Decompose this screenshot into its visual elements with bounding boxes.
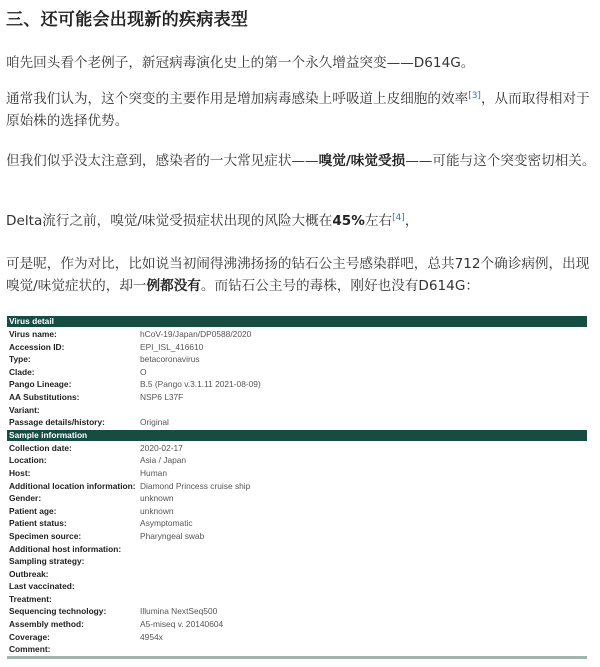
field-label: Comment:	[9, 644, 51, 655]
table-row	[7, 480, 587, 493]
field-value: unknown	[140, 493, 174, 504]
table-row	[7, 492, 587, 505]
field-label: Patient age:	[9, 505, 57, 516]
virus-detail-header: Virus detail	[7, 316, 587, 327]
field-value: hCoV-19/Japan/DP0588/2020	[140, 329, 252, 339]
text: 通常我们认为，这个突变的主要作用是增加病毒感染上呼吸道上皮细胞的效率	[6, 91, 469, 107]
field-value: 2020-02-17	[140, 442, 183, 453]
text: ——可能与这个突变密切相关。	[405, 153, 596, 169]
field-label: AA Substitutions:	[9, 391, 80, 402]
table-row	[7, 404, 587, 417]
field-value: NSP6 L37F	[140, 391, 184, 402]
paragraph-smell-taste	[6, 150, 596, 172]
field-label: Collection date:	[9, 442, 72, 453]
field-label: Additional host information:	[9, 543, 122, 554]
text: Delta流行之前，嗅觉/味觉受损症状出现的风险大概在	[6, 213, 333, 229]
field-label: Additional location information:	[9, 480, 136, 491]
text: 可是呢，作为对比，比如说当初闹得沸沸扬扬的钻石公主号感染群吧，总共712个确诊病例，出现嗅觉/味觉症状的，却一	[6, 256, 590, 294]
field-value: Original	[140, 417, 169, 428]
field-label: Sequencing technology:	[9, 606, 107, 617]
table-row	[7, 378, 587, 391]
field-label: Accession ID:	[9, 341, 65, 352]
field-label: Patient status:	[9, 518, 67, 529]
table-row	[7, 442, 587, 455]
field-label: Outbreak:	[9, 568, 49, 579]
field-label: Variant:	[9, 404, 40, 415]
text: 但我们似乎没太注意到，感染者的一大常见症状——	[6, 153, 319, 169]
sample-information-header: Sample information	[7, 430, 587, 441]
field-label: Coverage:	[9, 631, 50, 642]
virus-record-table	[7, 315, 587, 659]
field-value: Asymptomatic	[140, 518, 193, 529]
text: 。而钻石公主号的毒株，刚好也没有D614G：	[200, 278, 479, 294]
field-value: Human	[140, 467, 167, 478]
table-row	[7, 517, 587, 530]
table-row	[7, 543, 587, 556]
table-row	[7, 341, 587, 354]
text: 左右	[364, 213, 393, 229]
field-value: Pharyngeal swab	[140, 530, 205, 541]
table-row	[7, 530, 587, 543]
table-row	[7, 568, 587, 581]
section-heading: 三、还可能会出现新的疾病表型	[6, 10, 249, 30]
field-label: Passage details/history:	[9, 417, 105, 428]
text: ，从而取得相对于原始株的选择优势。	[6, 91, 590, 129]
field-label: Pango Lineage:	[9, 379, 72, 390]
paragraph-d614g-intro	[6, 52, 596, 74]
table-row	[7, 580, 587, 593]
table-row	[7, 605, 587, 618]
table-row	[7, 366, 587, 379]
field-label: Specimen source:	[9, 530, 82, 541]
field-value: Asia / Japan	[140, 455, 187, 466]
reference-link[interactable]: [4]	[392, 213, 405, 223]
table-row	[7, 505, 587, 518]
field-label: Assembly method:	[9, 619, 84, 630]
field-value: EPI_ISL_416610	[140, 341, 204, 352]
field-label: Type:	[9, 354, 31, 365]
field-value: Illumina NextSeq500	[140, 606, 218, 617]
field-value: betacoronavirus	[140, 354, 200, 365]
table-row	[7, 467, 587, 480]
table-row	[7, 618, 587, 631]
field-value: O	[140, 366, 147, 377]
table-row	[7, 631, 587, 644]
virus-detail-rows	[7, 328, 587, 429]
table-row	[7, 593, 587, 606]
bold-text: 例都没有	[146, 278, 201, 294]
field-label: Location:	[9, 455, 47, 466]
table-row	[7, 643, 587, 656]
field-label: Sampling strategy:	[9, 556, 85, 567]
field-value: unknown	[140, 505, 174, 516]
table-row	[7, 416, 587, 429]
field-value: 4954x	[140, 631, 163, 642]
field-label: Virus name:	[9, 329, 57, 339]
text: ，	[404, 213, 419, 229]
field-label: Host:	[9, 467, 31, 478]
paragraph-diamond-princess	[6, 253, 596, 297]
field-value: A5-miseq v. 20140604	[140, 619, 224, 630]
field-value: Diamond Princess cruise ship	[140, 480, 251, 491]
table-row	[7, 328, 587, 341]
table-row	[7, 454, 587, 467]
table-row	[7, 353, 587, 366]
field-value: B.5 (Pango v.3.1.11 2021-08-09)	[140, 379, 261, 390]
field-label: Last vaccinated:	[9, 581, 75, 592]
field-label: Clade:	[9, 366, 35, 377]
sample-information-rows	[7, 442, 587, 656]
field-label: Gender:	[9, 493, 42, 504]
bold-text: 45%	[332, 213, 365, 229]
reference-link[interactable]: [3]	[468, 91, 481, 101]
field-label: Treatment:	[9, 593, 52, 604]
paragraph-mutation-effect	[6, 88, 596, 132]
table-row	[7, 391, 587, 404]
table-row	[7, 555, 587, 568]
paragraph-delta-risk	[6, 210, 596, 232]
bold-text: 嗅觉/味觉受损	[318, 153, 406, 169]
text: 咱先回头看个老例子，新冠病毒演化史上的第一个永久增益突变——D614G。	[6, 55, 475, 71]
